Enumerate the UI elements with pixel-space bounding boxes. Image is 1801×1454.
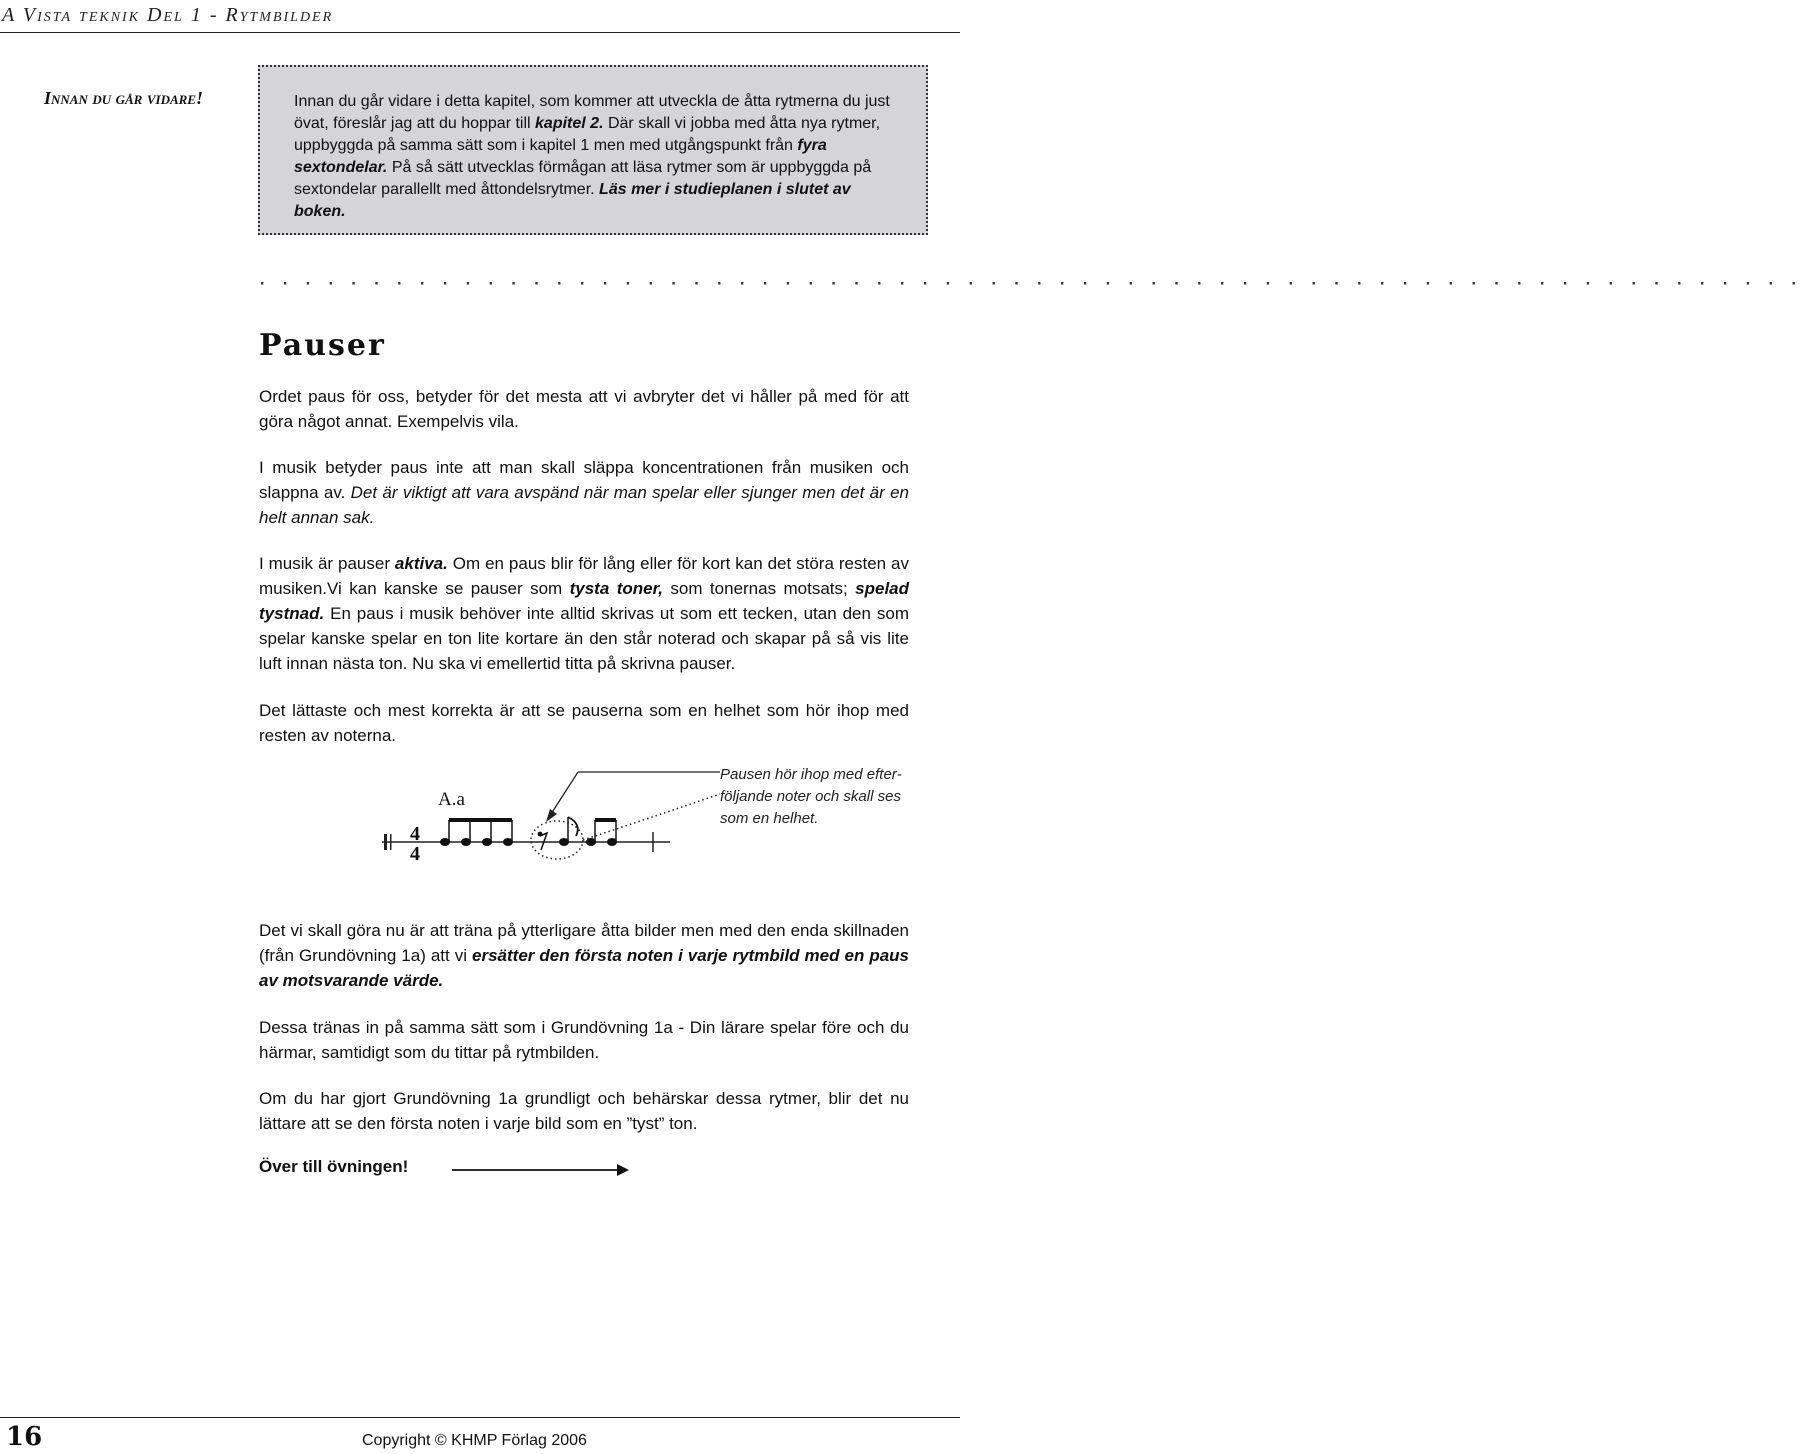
- p3-tysta-toner: tysta toner,: [569, 579, 663, 598]
- paragraph-1: Ordet paus för oss, betyder för det mesta att vi avbryter det vi håller på med för att göra något annat. Exempelvis vila.: [259, 387, 909, 431]
- right-arrow-icon: [452, 1160, 632, 1180]
- example-label: A.a: [438, 789, 465, 810]
- paragraph-6: Dessa tränas in på samma sätt som i Grundövning 1a - Din lärare spelar före och du härmar, samtidigt som du tittar på rytmbilden.: [259, 1018, 909, 1062]
- p3-c: Om en paus blir för lång eller för kort kan det störa resten av musiken.Vi kan kanske se pauser som: [259, 554, 909, 598]
- paragraph-3: [259, 551, 909, 676]
- dotted-connector: [583, 794, 720, 840]
- repeat-bar-thick: [384, 834, 387, 850]
- dotted-divider: · · · · · · · · · · · · · · · · · · · · · · · · · · · · · · · · · · · · · · · · · · · · · · · · · · · · · · · · · · · · · · · · · · · ·: [258, 276, 1801, 292]
- notice-text-3: På så sätt utvecklas förmågan att läsa rytmer som är uppbyggda på sextondelar parallellt med åttondelsrytmer.: [294, 159, 872, 198]
- running-header: [0, 2, 960, 33]
- example-caption: Pausen hör ihop med efterföljande noter och skall ses som en helhet.: [720, 766, 902, 827]
- notice-bold-3: Läs mer i studieplanen i slutet av boken.: [294, 181, 851, 220]
- paragraph-2-italic: Det är viktigt att vara avspänd när man spelar eller sjunger men det är en helt annan sak.: [259, 483, 909, 527]
- paragraph-2: [259, 455, 909, 530]
- footer-rule: [0, 1417, 960, 1418]
- p3-aktiva: aktiva.: [394, 554, 448, 573]
- copyright-notice: Copyright © KHMP Förlag 2006: [362, 1432, 587, 1449]
- paragraph-7: Om du har gjort Grundövning 1a grundligt och behärskar dessa rytmer, blir det nu lättare att se den första noten i varje bild som en ”tyst” ton.: [259, 1089, 909, 1133]
- running-title: A Vista teknik Del 1 - Rytmbilder: [2, 4, 334, 26]
- notice-bold-1: kapitel 2.: [535, 115, 604, 132]
- p5-text: Det vi skall göra nu är att träna på ytterligare åtta bilder men med den enda skillnaden (från Grundövning 1a) att vi: [259, 921, 909, 965]
- page-number: 16: [6, 1422, 43, 1452]
- repeat-bar-thin: [390, 834, 392, 850]
- notice-text-1: Innan du går vidare i detta kapitel, som kommer att utveckla de åtta rytmerna du just övat, föreslår jag att du hoppar till: [294, 93, 890, 132]
- paragraph-2-text: I musik betyder paus inte att man skall släppa koncentrationen från musiken och slappna av.: [259, 458, 909, 502]
- p3-a: I musik är pauser: [259, 554, 395, 573]
- eighth-rest-icon: [538, 832, 547, 850]
- p3-e: som tonernas motsats;: [663, 579, 856, 598]
- pointer-arrowhead: [546, 809, 557, 822]
- rest-highlight-circle: [531, 821, 583, 859]
- p5-emphasis: ersätter den första noten i varje rytmbild med en paus av motsvarande värde.: [259, 946, 909, 990]
- notice-box: [258, 65, 928, 235]
- notice-text-2: Där skall vi jobba med åtta nya rytmer, uppbyggda på samma sätt som i kapitel 1 men med utgångspunkt från: [294, 115, 881, 154]
- pointer-arrow-shaft: [551, 772, 578, 814]
- sidebar-heading: Innan du går vidare!: [44, 88, 203, 108]
- section-title: Pauser: [259, 328, 386, 363]
- p3-spelad-tystnad: spelad tystnad.: [259, 579, 910, 623]
- rhythm-notation: [370, 760, 720, 870]
- go-to-exercise-label: Över till övningen!: [259, 1157, 409, 1176]
- paragraph-4: Det lättaste och mest korrekta är att se pauserna som en helhet som hör ihop med resten av noterna.: [259, 701, 909, 745]
- notice-bold-2: fyra sextondelar.: [294, 137, 827, 176]
- p3-g: En paus i musik behöver inte alltid skrivas ut som ett tecken, utan den som spelar kanske spelar en ton lite kortare än den står noterad och skapar på så vis lite luft innan nästa ton. Nu ska vi emellertid titta på skrivna pauser.: [259, 604, 909, 673]
- time-signature-bottom: 4: [410, 843, 420, 865]
- time-signature-top: 4: [410, 823, 420, 845]
- paragraph-5: [259, 918, 909, 993]
